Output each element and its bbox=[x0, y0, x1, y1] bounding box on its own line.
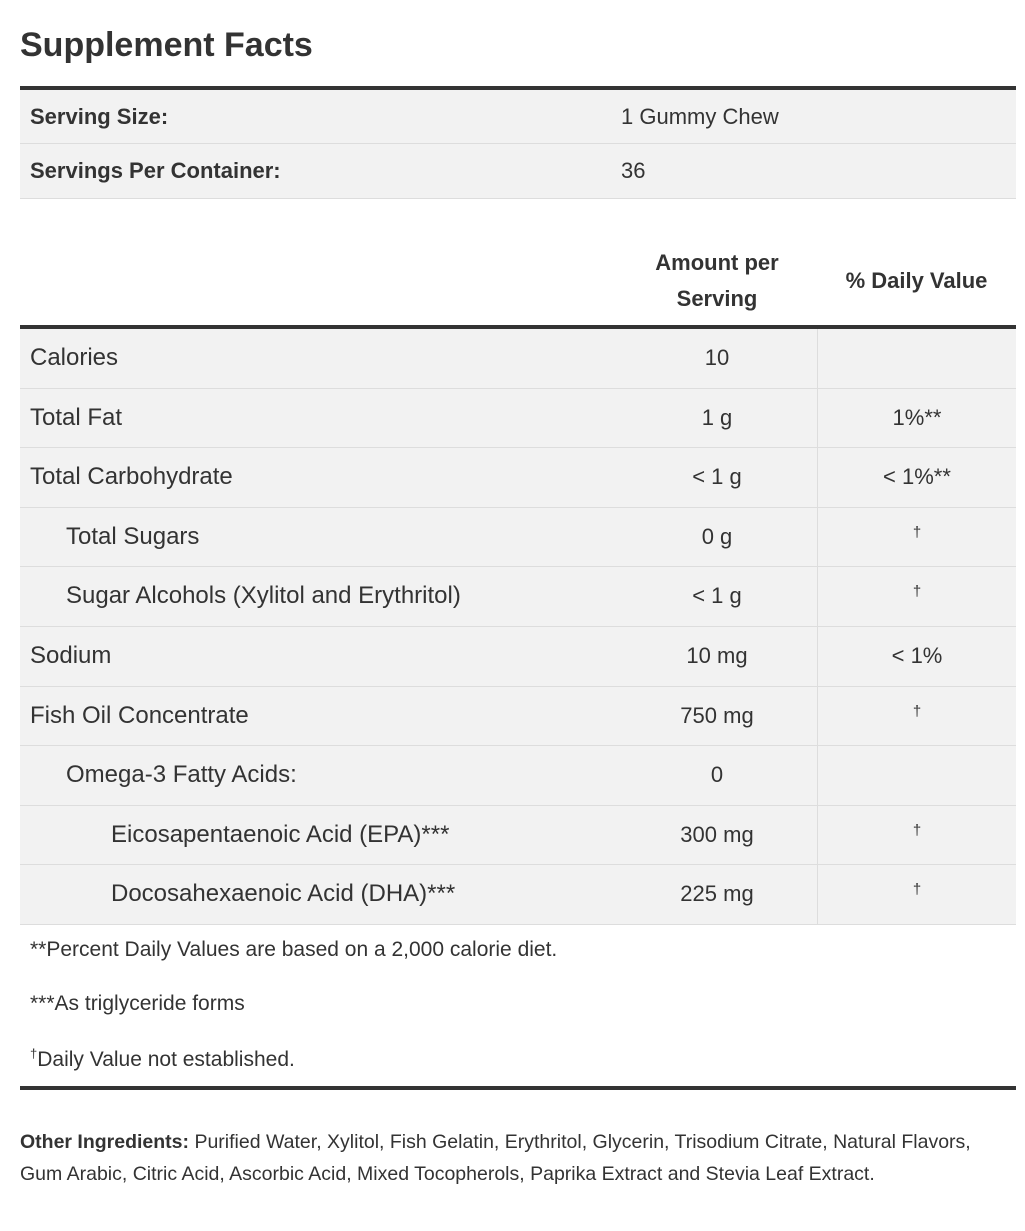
daily-value-header: % Daily Value bbox=[845, 268, 988, 293]
amount-header bbox=[617, 245, 817, 317]
nutrient-row bbox=[20, 389, 1016, 449]
ingredients-text: Purified Water, Xylitol, Fish Gelatin, Erythritol, Glycerin, Trisodium Citrate, Natural Flavors, Gum Arabic, Citric Acid, Ascorbic Acid, Mixed Tocopherols, Paprika Extract and Stevia Leaf Extract. bbox=[20, 1131, 971, 1185]
nutrient-row bbox=[20, 508, 1016, 568]
nutrient-row bbox=[20, 448, 1016, 508]
nutrient-row bbox=[20, 627, 1016, 687]
nutrient-row bbox=[20, 329, 1016, 389]
nutrient-amount: 300 mg bbox=[680, 821, 754, 847]
nutrient-row bbox=[20, 806, 1016, 866]
nutrient-amount: 10 bbox=[704, 345, 730, 370]
footnote-text: Daily Value not established. bbox=[37, 1048, 295, 1071]
nutrient-name: Total Fat bbox=[30, 403, 123, 431]
nutrient-row bbox=[20, 865, 1016, 925]
serving-size-row bbox=[20, 90, 1016, 144]
nutrient-name: Calories bbox=[30, 344, 119, 371]
nutrient-amount: 1 g bbox=[701, 404, 733, 430]
servings-per-container-label: Servings Per Container: bbox=[30, 158, 281, 183]
serving-size-label: Serving Size: bbox=[30, 104, 169, 129]
dagger-mark: † bbox=[30, 1046, 38, 1061]
nutrient-name: Fish Oil Concentrate bbox=[30, 701, 249, 729]
nutrient-daily-value bbox=[817, 329, 1016, 388]
nutrient-row bbox=[20, 746, 1016, 806]
nutrient-amount: 750 mg bbox=[680, 702, 754, 728]
amount-header-line1: Amount per bbox=[655, 250, 779, 275]
amount-header-line2: Serving bbox=[676, 286, 758, 311]
nutrient-name: Sugar Alcohols (Xylitol and Erythritol) bbox=[66, 582, 461, 610]
nutrient-daily-value: † bbox=[817, 865, 1016, 924]
nutrient-amount: 0 g bbox=[701, 523, 733, 549]
nutrient-daily-value bbox=[817, 746, 1016, 805]
nutrient-name: Docosahexaenoic Acid (DHA)*** bbox=[111, 880, 456, 908]
nutrient-daily-value: † bbox=[817, 687, 1016, 746]
other-ingredients bbox=[20, 1127, 1000, 1190]
servings-per-container-value: 36 bbox=[621, 158, 646, 183]
nutrient-amount: < 1 g bbox=[692, 464, 742, 490]
nutrient-row bbox=[20, 567, 1016, 627]
footnote-not-established bbox=[30, 1046, 295, 1072]
nutrient-daily-value: † bbox=[817, 508, 1016, 567]
serving-size-value: 1 Gummy Chew bbox=[621, 104, 779, 129]
nutrient-name: Sodium bbox=[30, 642, 112, 669]
nutrient-name: Total Carbohydrate bbox=[30, 463, 233, 491]
nutrient-amount: 10 mg bbox=[686, 643, 748, 668]
nutrient-amount: < 1 g bbox=[692, 583, 742, 609]
ingredients-label: Other Ingredients: bbox=[20, 1131, 190, 1153]
nutrient-daily-value: < 1% bbox=[817, 627, 1016, 686]
nutrient-daily-value: † bbox=[817, 806, 1016, 865]
footnote-triglyceride: ***As triglyceride forms bbox=[30, 992, 245, 1015]
nutrient-amount: 225 mg bbox=[680, 881, 754, 907]
nutrient-amount: 0 bbox=[710, 762, 724, 788]
footnote-daily-values: **Percent Daily Values are based on a 2,000 calorie diet. bbox=[30, 938, 558, 961]
nutrient-daily-value: < 1%** bbox=[817, 448, 1016, 507]
nutrient-row bbox=[20, 687, 1016, 747]
divider bbox=[20, 1086, 1016, 1090]
nutrient-daily-value: † bbox=[817, 567, 1016, 626]
nutrient-name: Total Sugars bbox=[66, 522, 200, 550]
nutrient-name: Omega-3 Fatty Acids: bbox=[66, 761, 297, 789]
servings-per-container-row bbox=[20, 144, 1016, 199]
nutrient-daily-value: 1%** bbox=[817, 389, 1016, 448]
page-title: Supplement Facts bbox=[20, 26, 313, 64]
nutrient-name: Eicosapentaenoic Acid (EPA)*** bbox=[111, 820, 450, 848]
